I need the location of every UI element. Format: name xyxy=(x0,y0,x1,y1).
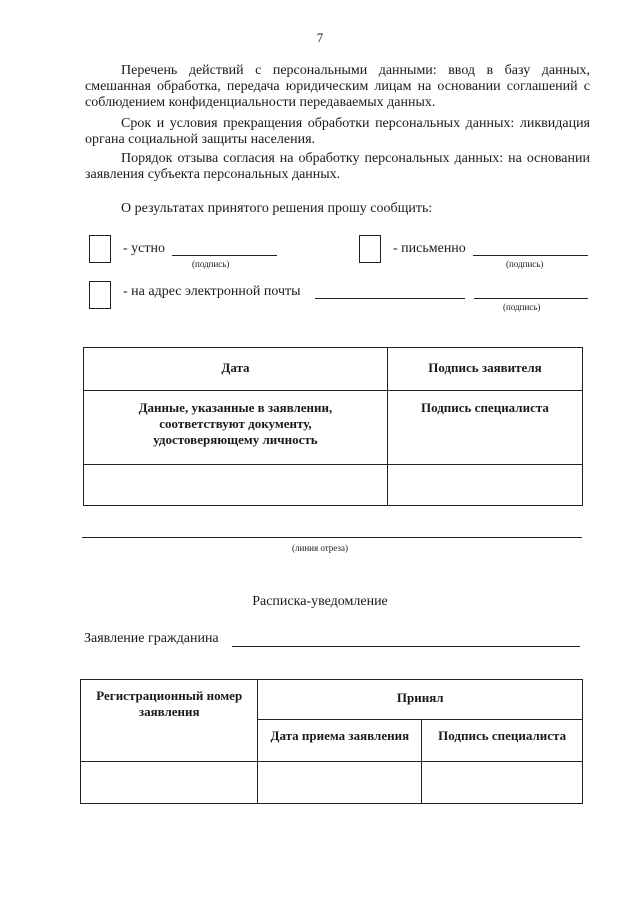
verification-table xyxy=(83,347,583,506)
paragraph-revocation-text: Порядок отзыва согласия на обработку персональных данных: на основании заявления субъекта персональных данных. xyxy=(85,151,590,182)
receipt-specialist-signature-header: Подпись специалиста xyxy=(422,720,583,762)
email-signature-line[interactable] xyxy=(474,284,588,299)
page-number: 7 xyxy=(316,30,324,45)
paragraph-term-text: Срок и условия прекращения обработки персональных данных: ликвидация органа социальной защиты населения. xyxy=(85,116,590,147)
signature-value-cell[interactable] xyxy=(387,465,582,506)
date-value-cell[interactable] xyxy=(84,465,388,506)
written-signature-hint: (подпись) xyxy=(506,259,544,269)
paragraph-term xyxy=(85,116,590,148)
receipt-signature-value-cell[interactable] xyxy=(422,762,583,804)
applicant-signature-header: Подпись заявителя xyxy=(387,348,582,391)
data-match-cell: Данные, указанные в заявлении, соответствуют документу, удостоверяющему личность xyxy=(84,391,388,465)
oral-label: - устно xyxy=(123,241,165,256)
citizen-application-line[interactable] xyxy=(232,632,580,647)
accepted-header: Принял xyxy=(258,680,583,720)
receipt-table xyxy=(80,679,583,804)
written-checkbox[interactable] xyxy=(359,235,381,263)
acceptance-date-value-cell[interactable] xyxy=(258,762,422,804)
written-label: - письменно xyxy=(393,241,466,256)
oral-signature-line[interactable] xyxy=(172,241,277,256)
notify-prompt: О результатах принятого решения прошу сообщить: xyxy=(121,201,433,216)
cut-line xyxy=(82,537,582,538)
cut-line-label: (линия отреза) xyxy=(292,543,348,553)
date-header: Дата xyxy=(84,348,388,391)
reg-number-header: Регистрационный номер заявления xyxy=(81,680,258,762)
citizen-application-label: Заявление гражданина xyxy=(84,631,219,646)
email-label: - на адрес электронной почты xyxy=(123,284,301,299)
written-signature-line[interactable] xyxy=(473,241,588,256)
receipt-title: Расписка-уведомление xyxy=(252,594,388,609)
paragraph-actions xyxy=(85,63,590,111)
oral-checkbox[interactable] xyxy=(89,235,111,263)
paragraph-revocation xyxy=(85,151,590,183)
oral-signature-hint: (подпись) xyxy=(192,259,230,269)
email-signature-hint: (подпись) xyxy=(503,302,541,312)
email-checkbox[interactable] xyxy=(89,281,111,309)
email-address-line[interactable] xyxy=(315,284,465,299)
acceptance-date-header: Дата приема заявления xyxy=(258,720,422,762)
paragraph-actions-text: Перечень действий с персональными данными: ввод в базу данных, смешанная обработка, передача юридическим лицам на основании соглашений с соблюдением конфиденциальности передаваемых данных. xyxy=(85,63,590,110)
specialist-signature-header: Подпись специалиста xyxy=(387,391,582,465)
reg-number-value-cell[interactable] xyxy=(81,762,258,804)
